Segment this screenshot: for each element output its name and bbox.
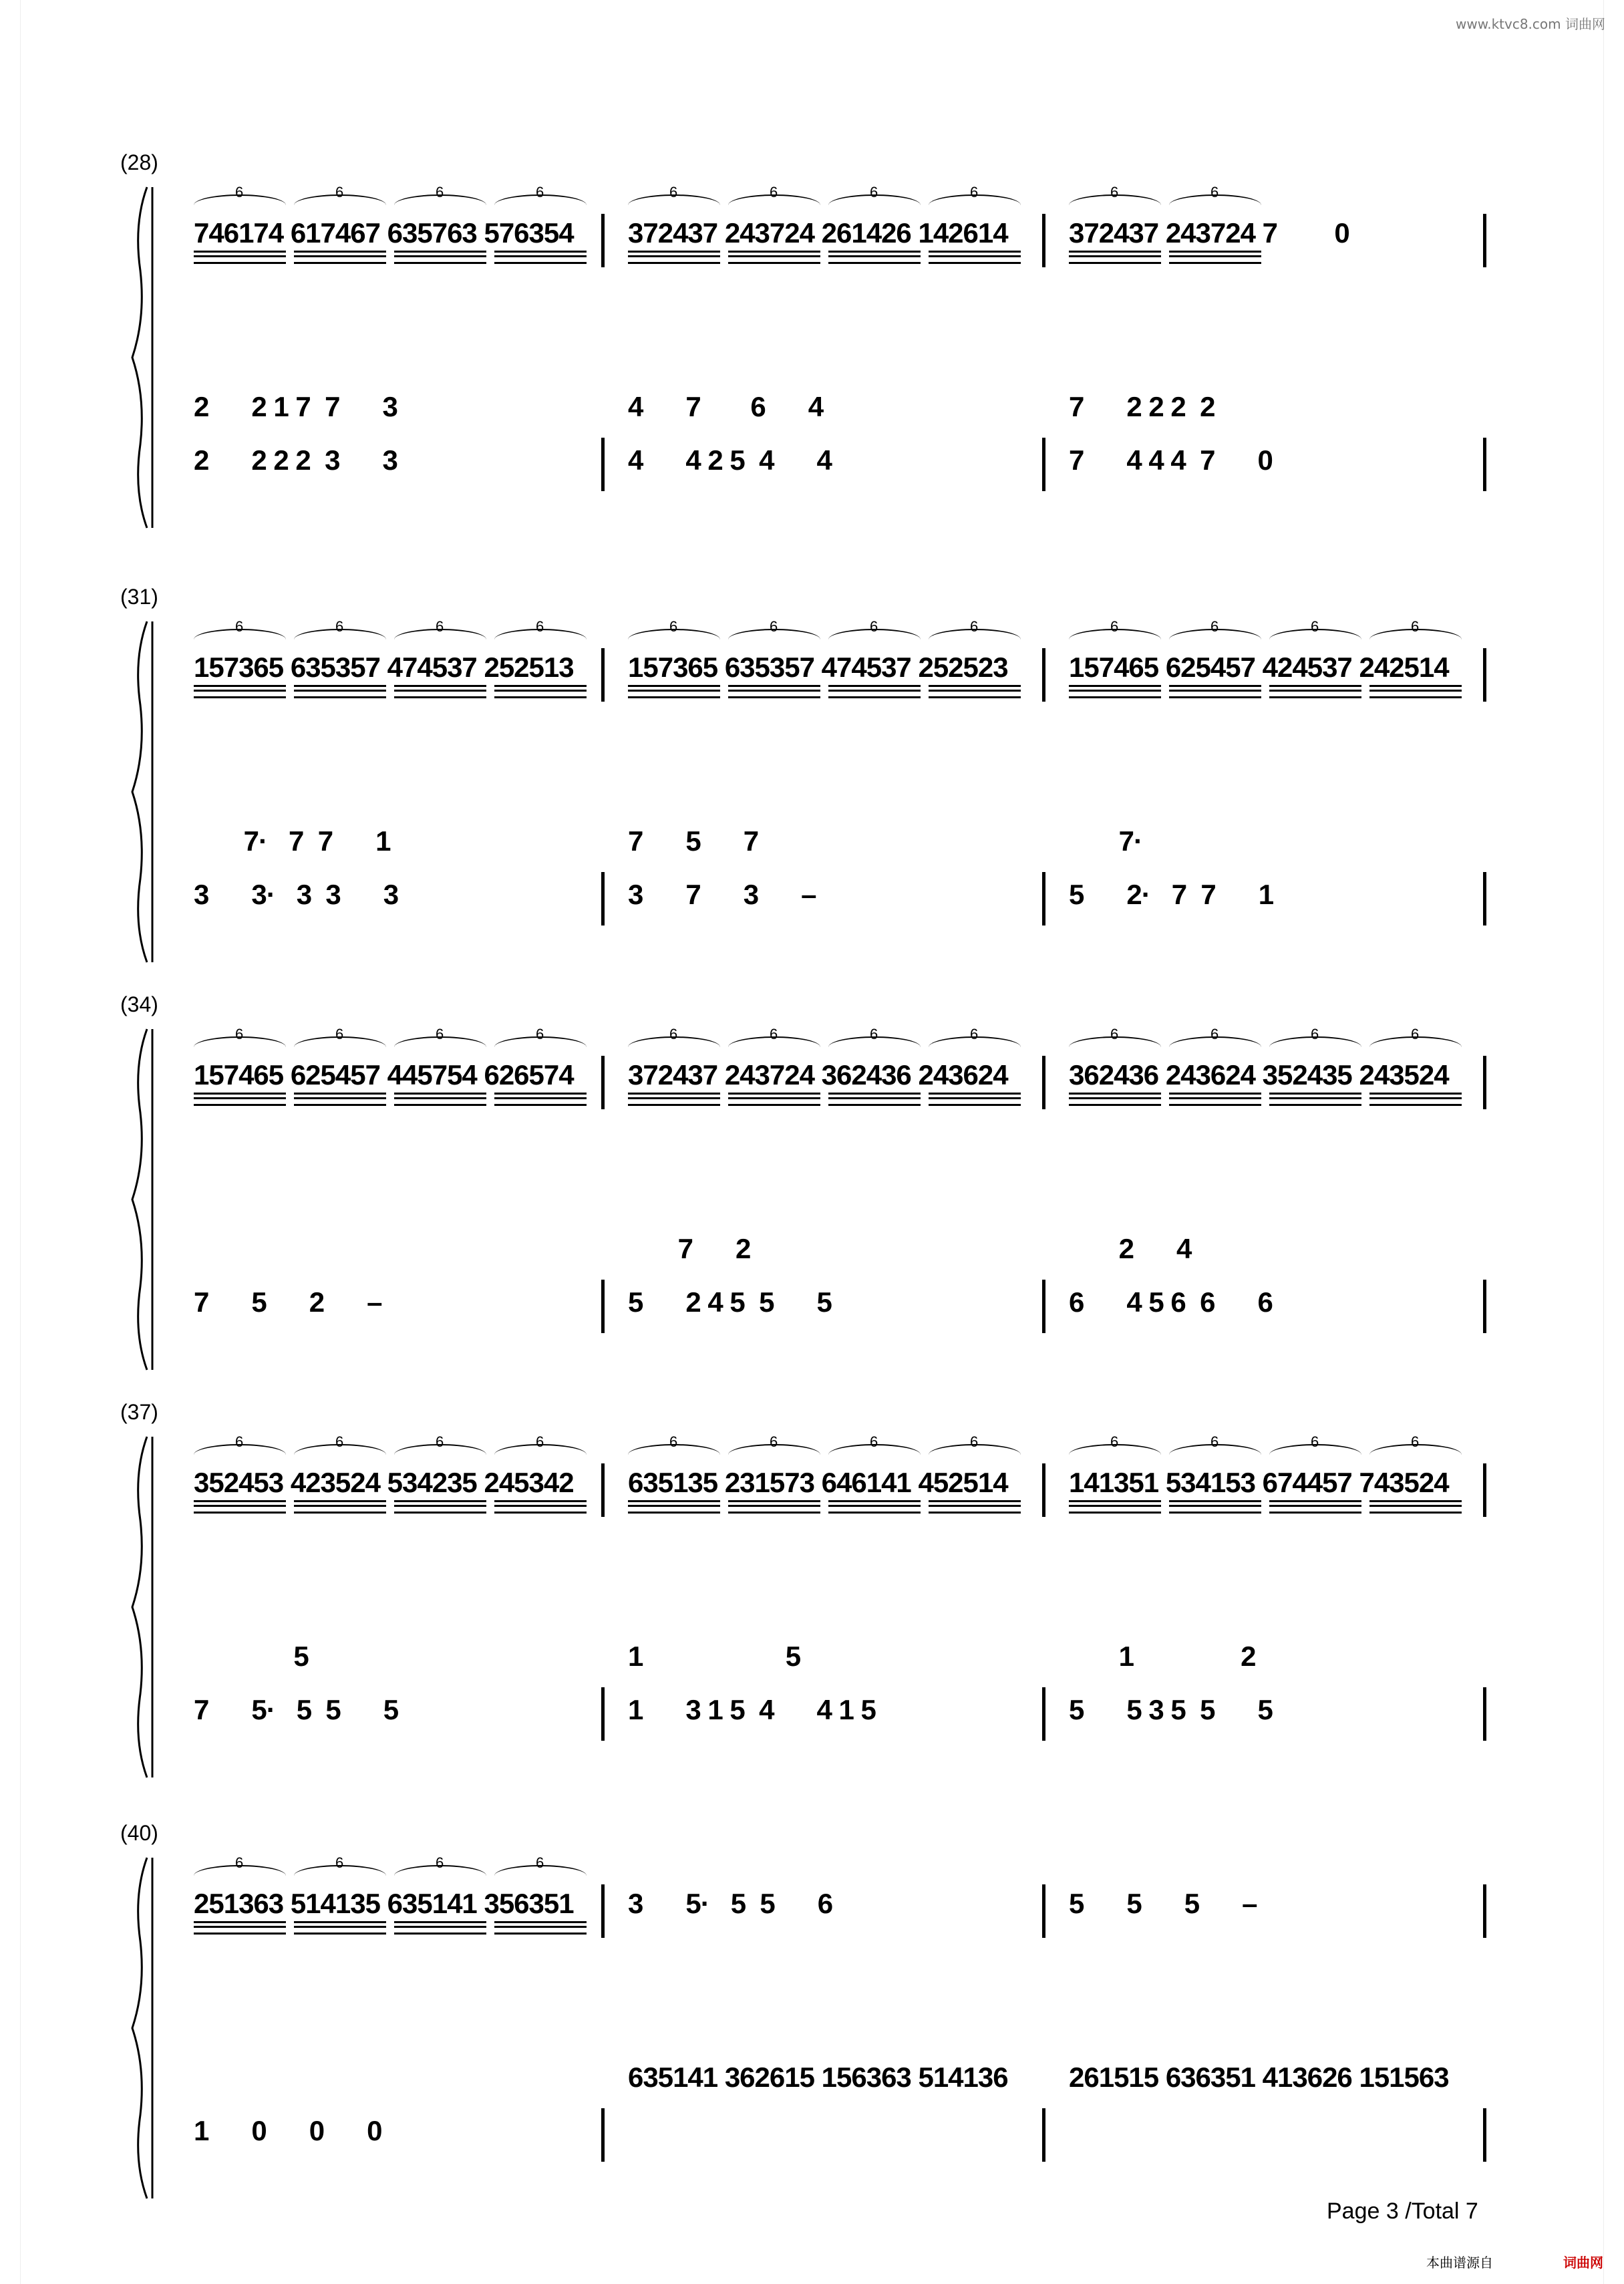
upper-staff-measure: 157465 625457 445754 626574: [194, 1059, 574, 1091]
tuplet-number: 6: [1311, 618, 1319, 635]
note-beam-middle: [1169, 255, 1261, 257]
lower-staff-lower-voice: 1 3 1 5 4 4 1 5: [628, 1694, 876, 1725]
lower-staff-upper-voice: 5: [194, 1640, 309, 1672]
note-beams: [1269, 1093, 1361, 1106]
lower-staff-upper-voice: 7 5 7: [628, 825, 759, 857]
lower-staff-upper-voice: 7 2: [628, 1233, 751, 1264]
tuplet-number: 6: [536, 184, 544, 200]
barline: [601, 2108, 605, 2162]
upper-staff-measure: 3 5· 5 5 6: [628, 1888, 833, 1919]
barline: [1042, 872, 1045, 925]
note-beams: [1169, 1093, 1261, 1106]
upper-staff-measure: 157365 635357 474537 252513: [194, 652, 574, 683]
note-beams: [394, 1921, 486, 1935]
note-beams: [1069, 251, 1161, 264]
note-beam-middle: [494, 690, 587, 692]
note-beams: [628, 1500, 720, 1514]
note-beam-middle: [394, 690, 486, 692]
lower-staff-lower-voice: 7 5· 5 5 5: [194, 1694, 399, 1725]
barline: [601, 438, 605, 491]
note-beams: [294, 1093, 386, 1106]
note-beams: [1169, 251, 1261, 264]
note-beams: [494, 1093, 587, 1106]
tuplet-number: 6: [970, 1433, 979, 1450]
tuplet-number: 6: [1110, 184, 1119, 200]
grand-staff-brace: [127, 1854, 154, 2202]
barline: [1483, 1280, 1486, 1333]
lower-staff-upper-voice: 7· 7 7 1: [194, 825, 391, 857]
barline: [1483, 1463, 1486, 1517]
note-beams: [728, 1093, 820, 1106]
tuplet-number: 6: [335, 184, 344, 200]
note-beams: [828, 1093, 921, 1106]
barline: [1483, 214, 1486, 267]
tuplet-number: 6: [870, 618, 878, 635]
tuplet-number: 6: [770, 1026, 778, 1042]
note-beam-middle: [628, 690, 720, 692]
note-beam-middle: [294, 1505, 386, 1507]
tuplet-number: 6: [335, 1854, 344, 1871]
barline: [1483, 1687, 1486, 1741]
tuplet-number: 6: [1311, 1026, 1319, 1042]
note-beam-middle: [494, 1505, 587, 1507]
note-beams: [194, 1500, 286, 1514]
note-beam-middle: [394, 1097, 486, 1099]
barline: [1042, 2108, 1045, 2162]
lower-staff-lower-voice: 5 5 3 5 5 5: [1069, 1694, 1273, 1725]
lower-staff-lower-voice: 5 2· 7 7 1: [1069, 879, 1274, 910]
note-beam-middle: [1269, 1505, 1361, 1507]
note-beam-middle: [929, 1505, 1021, 1507]
barline: [1042, 1884, 1045, 1938]
note-beams: [394, 1500, 486, 1514]
tuplet-number: 6: [669, 618, 678, 635]
right-margin-strip: [1603, 0, 1624, 2284]
barline: [1042, 648, 1045, 702]
barline: [1042, 214, 1045, 267]
tuplet-number: 6: [770, 618, 778, 635]
tuplet-number: 6: [870, 1026, 878, 1042]
note-beams: [394, 685, 486, 698]
note-beams: [494, 685, 587, 698]
note-beam-middle: [394, 255, 486, 257]
note-beam-middle: [294, 255, 386, 257]
note-beam-middle: [394, 1926, 486, 1928]
barline: [601, 1056, 605, 1109]
score-system: [120, 1400, 1496, 1774]
tuplet-number: 6: [335, 1026, 344, 1042]
lower-staff-lower-voice: 3 3· 3 3 3: [194, 879, 399, 910]
note-beam-middle: [1169, 690, 1261, 692]
note-beams: [1069, 1093, 1161, 1106]
lower-staff-upper-voice: 2 2 1 7 7 3: [194, 391, 397, 422]
note-beam-middle: [394, 1505, 486, 1507]
note-beams: [494, 1921, 587, 1935]
note-beam-middle: [294, 1097, 386, 1099]
grand-staff-brace: [127, 618, 154, 966]
note-beams: [1269, 1500, 1361, 1514]
note-beam-middle: [1369, 1097, 1462, 1099]
tuplet-number: 6: [536, 1433, 544, 1450]
note-beams: [1169, 685, 1261, 698]
upper-staff-measure: 5 5 5 –: [1069, 1888, 1257, 1919]
tuplet-number: 6: [1210, 1433, 1219, 1450]
lower-staff-lower-voice: 6 4 5 6 6 6: [1069, 1286, 1273, 1318]
note-beam-middle: [828, 1097, 921, 1099]
tuplet-number: 6: [1110, 1433, 1119, 1450]
note-beam-middle: [494, 1926, 587, 1928]
tuplet-number: 6: [770, 184, 778, 200]
upper-staff-measure: 141351 534153 674457 743524: [1069, 1467, 1449, 1498]
tuplet-number: 6: [536, 1854, 544, 1871]
upper-staff-measure: 372437 243724 7 0: [1069, 217, 1349, 249]
note-beam-middle: [494, 255, 587, 257]
tuplet-number: 6: [1110, 1026, 1119, 1042]
note-beams: [728, 251, 820, 264]
score-system: [120, 585, 1496, 959]
lower-staff-lower-voice: 7 5 2 –: [194, 1286, 382, 1318]
barline: [601, 1884, 605, 1938]
barline: [1483, 438, 1486, 491]
measure-number: (34): [120, 992, 158, 1016]
note-beam-middle: [194, 1097, 286, 1099]
note-beam-middle: [1269, 1097, 1361, 1099]
note-beams: [194, 251, 286, 264]
lower-staff-upper-voice: 7 2 2 2 2: [1069, 391, 1215, 422]
note-beams: [494, 251, 587, 264]
tuplet-number: 6: [970, 1026, 979, 1042]
note-beam-middle: [1369, 690, 1462, 692]
barline: [601, 648, 605, 702]
note-beams: [1069, 1500, 1161, 1514]
note-beam-middle: [628, 1097, 720, 1099]
upper-staff-measure: 362436 243624 352435 243524: [1069, 1059, 1449, 1091]
upper-staff-measure: 157365 635357 474537 252523: [628, 652, 1008, 683]
note-beam-middle: [1069, 255, 1161, 257]
note-beams: [294, 1500, 386, 1514]
score-system: [120, 1821, 1496, 2195]
note-beam-middle: [728, 255, 820, 257]
page-indicator: Page 3 /Total 7: [1327, 2198, 1478, 2224]
barline: [1483, 872, 1486, 925]
tuplet-number: 6: [436, 1026, 444, 1042]
barline: [601, 1463, 605, 1517]
note-beams: [294, 251, 386, 264]
tuplet-number: 6: [870, 1433, 878, 1450]
note-beam-middle: [628, 1505, 720, 1507]
lower-staff-upper-voice: 635141 362615 156363 514136: [628, 2061, 1008, 2093]
barline: [1483, 1056, 1486, 1109]
lower-staff-upper-voice: 4 7 6 4: [628, 391, 824, 422]
tuplet-number: 6: [1110, 618, 1119, 635]
lower-staff-lower-voice: 2 2 2 2 3 3: [194, 444, 397, 476]
upper-staff-measure: 157465 625457 424537 242514: [1069, 652, 1449, 683]
grand-staff-brace: [127, 1026, 154, 1373]
upper-staff-measure: 372437 243724 362436 243624: [628, 1059, 1008, 1091]
barline: [601, 1687, 605, 1741]
note-beams: [1169, 1500, 1261, 1514]
note-beam-middle: [194, 1926, 286, 1928]
note-beam-middle: [728, 1097, 820, 1099]
tuplet-number: 6: [436, 618, 444, 635]
tuplet-number: 6: [235, 1854, 244, 1871]
note-beams: [394, 251, 486, 264]
note-beam-middle: [194, 255, 286, 257]
tuplet-number: 6: [1411, 1433, 1420, 1450]
upper-staff-measure: 635135 231573 646141 452514: [628, 1467, 1008, 1498]
lower-staff-lower-voice: 3 7 3 –: [628, 879, 816, 910]
note-beams: [194, 685, 286, 698]
note-beam-middle: [929, 690, 1021, 692]
tuplet-number: 6: [436, 1854, 444, 1871]
lower-staff-lower-voice: 4 4 2 5 4 4: [628, 444, 832, 476]
grand-staff-brace: [127, 184, 154, 531]
note-beams: [394, 1093, 486, 1106]
note-beams: [1369, 685, 1462, 698]
lower-staff-upper-voice: 261515 636351 413626 151563: [1069, 2061, 1449, 2093]
tuplet-number: 6: [669, 1433, 678, 1450]
source-mark: 本曲谱源自: [1426, 2255, 1493, 2271]
note-beam-middle: [929, 255, 1021, 257]
note-beams: [728, 685, 820, 698]
site-url: www.ktvc8.com 词曲网: [1455, 16, 1605, 32]
note-beams: [1369, 1093, 1462, 1106]
note-beam-middle: [828, 690, 921, 692]
note-beams: [828, 1500, 921, 1514]
note-beam-middle: [1069, 1505, 1161, 1507]
tuplet-number: 6: [970, 618, 979, 635]
tuplet-number: 6: [335, 1433, 344, 1450]
note-beams: [828, 685, 921, 698]
note-beams: [628, 1093, 720, 1106]
lower-staff-upper-voice: 2 4: [1069, 1233, 1192, 1264]
tuplet-number: 6: [1210, 618, 1219, 635]
upper-staff-measure: 251363 514135 635141 356351: [194, 1888, 574, 1919]
tuplet-number: 6: [669, 1026, 678, 1042]
barline: [1042, 1280, 1045, 1333]
score-system: [120, 150, 1496, 525]
note-beams: [194, 1921, 286, 1935]
note-beams: [1269, 685, 1361, 698]
tuplet-number: 6: [1210, 1026, 1219, 1042]
barline: [1483, 648, 1486, 702]
tuplet-number: 6: [1210, 184, 1219, 200]
barline: [601, 214, 605, 267]
note-beams: [1069, 685, 1161, 698]
note-beam-middle: [194, 690, 286, 692]
lower-staff-upper-voice: 7·: [1069, 825, 1143, 857]
tuplet-number: 6: [870, 184, 878, 200]
note-beams: [628, 251, 720, 264]
tuplet-number: 6: [770, 1433, 778, 1450]
barline: [1042, 1687, 1045, 1741]
note-beams: [929, 1500, 1021, 1514]
lower-staff-lower-voice: 5 2 4 5 5 5: [628, 1286, 832, 1318]
tuplet-number: 6: [335, 618, 344, 635]
note-beams: [929, 685, 1021, 698]
measure-number: (31): [120, 585, 158, 609]
note-beam-middle: [194, 1505, 286, 1507]
site-logo-text: 词曲网: [1563, 2255, 1603, 2271]
measure-number: (40): [120, 1821, 158, 1845]
left-margin-strip: [0, 0, 21, 2284]
grand-staff-brace: [127, 1433, 154, 1781]
note-beam-middle: [1169, 1097, 1261, 1099]
lower-staff-lower-voice: 7 4 4 4 7 0: [1069, 444, 1273, 476]
note-beam-middle: [628, 255, 720, 257]
note-beams: [494, 1500, 587, 1514]
score-system: [120, 992, 1496, 1367]
tuplet-number: 6: [436, 1433, 444, 1450]
note-beam-middle: [294, 690, 386, 692]
note-beam-middle: [1369, 1505, 1462, 1507]
barline: [1483, 2108, 1486, 2162]
barline: [1042, 1056, 1045, 1109]
tuplet-number: 6: [235, 1026, 244, 1042]
note-beams: [194, 1093, 286, 1106]
tuplet-number: 6: [1311, 1433, 1319, 1450]
tuplet-number: 6: [1411, 618, 1420, 635]
tuplet-number: 6: [235, 1433, 244, 1450]
barline: [601, 872, 605, 925]
tuplet-number: 6: [970, 184, 979, 200]
note-beam-middle: [929, 1097, 1021, 1099]
note-beam-middle: [828, 255, 921, 257]
tuplet-number: 6: [235, 618, 244, 635]
note-beam-middle: [1069, 1097, 1161, 1099]
note-beam-middle: [1069, 690, 1161, 692]
note-beam-middle: [1169, 1505, 1261, 1507]
note-beams: [929, 1093, 1021, 1106]
tuplet-number: 6: [536, 1026, 544, 1042]
note-beam-middle: [728, 690, 820, 692]
lower-staff-upper-voice: 1 5: [628, 1640, 801, 1672]
tuplet-number: 6: [1411, 1026, 1420, 1042]
note-beams: [728, 1500, 820, 1514]
upper-staff-measure: 746174 617467 635763 576354: [194, 217, 574, 249]
barline: [1483, 1884, 1486, 1938]
tuplet-number: 6: [235, 184, 244, 200]
barline: [1042, 1463, 1045, 1517]
measure-number: (28): [120, 150, 158, 174]
note-beam-middle: [494, 1097, 587, 1099]
note-beams: [628, 685, 720, 698]
barline: [1042, 438, 1045, 491]
tuplet-number: 6: [536, 618, 544, 635]
note-beams: [929, 251, 1021, 264]
lower-staff-lower-voice: 1 0 0 0: [194, 2115, 382, 2146]
lower-staff-upper-voice: 1 2: [1069, 1640, 1256, 1672]
note-beam-middle: [294, 1926, 386, 1928]
note-beams: [1369, 1500, 1462, 1514]
note-beams: [294, 1921, 386, 1935]
note-beam-middle: [1269, 690, 1361, 692]
note-beam-middle: [828, 1505, 921, 1507]
tuplet-number: 6: [436, 184, 444, 200]
note-beams: [828, 251, 921, 264]
barline: [601, 1280, 605, 1333]
tuplet-number: 6: [669, 184, 678, 200]
note-beams: [294, 685, 386, 698]
measure-number: (37): [120, 1400, 158, 1424]
upper-staff-measure: 372437 243724 261426 142614: [628, 217, 1008, 249]
upper-staff-measure: 352453 423524 534235 245342: [194, 1467, 574, 1498]
note-beam-middle: [728, 1505, 820, 1507]
